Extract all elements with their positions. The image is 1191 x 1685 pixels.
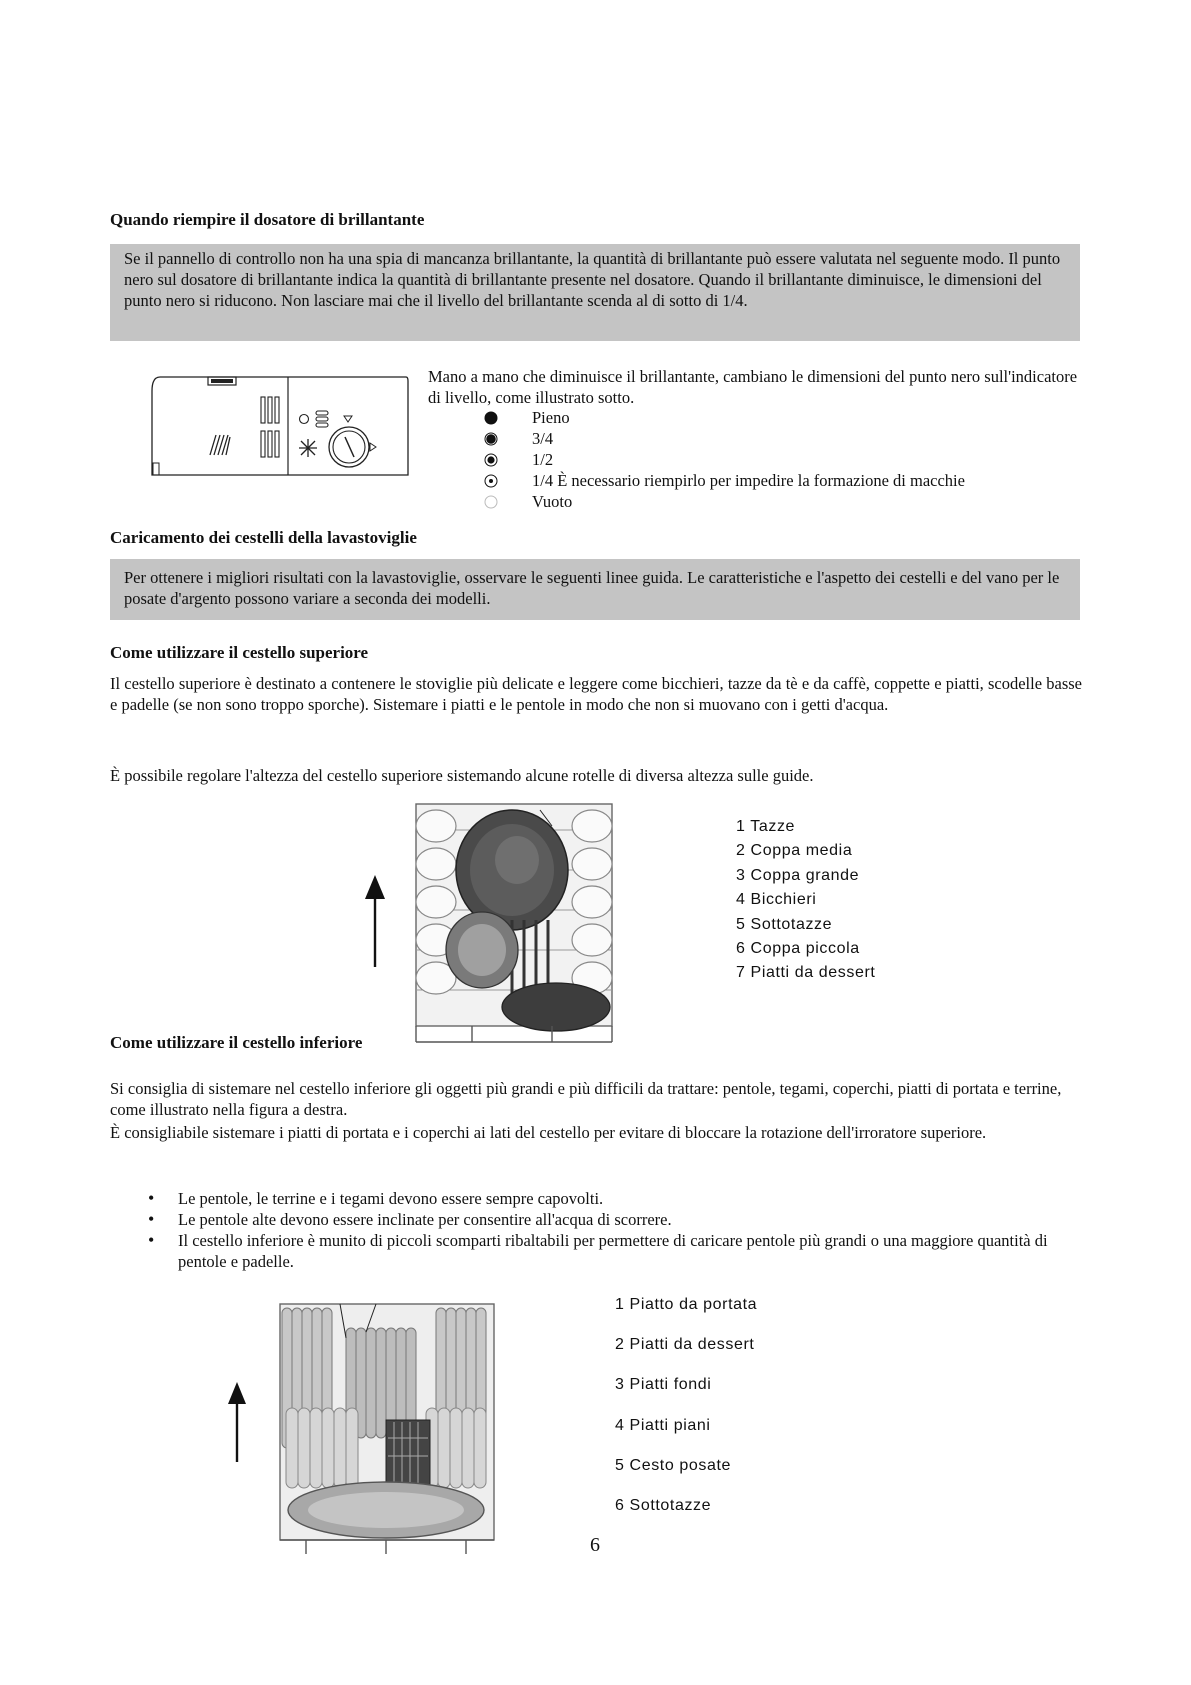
legend-item: 4 Piatti piani bbox=[615, 1416, 711, 1434]
section-heading-loading-baskets: Caricamento dei cestelli della lavastoviglie bbox=[110, 528, 417, 547]
section-heading-upper-basket: Come utilizzare il cestello superiore bbox=[110, 643, 369, 662]
arrow-up-icon bbox=[362, 873, 388, 967]
lower-basket-placement-paragraph: È consigliabile sistemare i piatti di portata e i coperchi ai lati del cestello per evitare di bloccare la rotazione dell'irroratore superiore. bbox=[110, 1123, 987, 1142]
legend-item: 2 Coppa media bbox=[736, 842, 853, 860]
upper-basket-height-paragraph: È possibile regolare l'altezza del cestello superiore sistemando alcune rotelle di diversa altezza sulle guide. bbox=[110, 766, 814, 785]
legend-item: 4 Bicchieri bbox=[736, 891, 817, 909]
lower-basket-illustration bbox=[276, 1298, 498, 1558]
tip-item: • Le pentole alte devono essere inclinate per consentire all'acqua di scorrere. bbox=[140, 1209, 1070, 1230]
rinse-aid-info-text: Se il pannello di controllo non ha una spia di mancanza brillantante, la quantità di brillantante può essere valutata nel seguente modo. Il punto nero sul dosatore di brillantante indica la quantità di brillantante presente nel dosatore. Quando il brillantante diminuisce, le dimensioni del punto nero si riducono. Non lasciare mai che il livello del brillantante scenda al di sotto di 1/4. bbox=[124, 249, 1061, 310]
level-empty-icon bbox=[484, 495, 498, 509]
page-number: 6 bbox=[590, 1534, 600, 1556]
legend-item: 1 Piatto da portata bbox=[615, 1296, 758, 1313]
arrow-up-icon bbox=[224, 1380, 250, 1462]
legend-item: 6 Sottotazze bbox=[615, 1496, 712, 1514]
legend-item: 1 Tazze bbox=[736, 818, 796, 835]
level-list bbox=[476, 407, 965, 512]
level-full-icon bbox=[484, 411, 498, 425]
level-row-quarter: 1/4 È necessario riempirlo per impedire la formazione di macchie bbox=[476, 470, 965, 491]
tip-item: • Le pentole, le terrine e i tegami devono essere sempre capovolti. bbox=[140, 1188, 1070, 1209]
legend-item: 6 Coppa piccola bbox=[736, 939, 860, 957]
lower-basket-legend bbox=[615, 1296, 757, 1537]
level-half-icon bbox=[484, 453, 498, 467]
loading-info-text: Per ottenere i migliori risultati con la lavastoviglie, osservare le seguenti linee guida. Le caratteristiche e l'aspetto dei cestelli e del vano per le posate d'argento possono variare a seconda dei modelli. bbox=[124, 568, 1060, 608]
section-heading-rinse-aid: Quando riempire il dosatore di brillantante bbox=[110, 210, 425, 229]
legend-item: 7 Piatti da dessert bbox=[736, 964, 876, 982]
legend-item: 3 Coppa grande bbox=[736, 866, 860, 884]
rinse-aid-dispenser-illustration bbox=[148, 375, 410, 480]
legend-item: 5 Cesto posate bbox=[615, 1456, 732, 1474]
level-three-quarter-icon bbox=[484, 432, 498, 446]
level-row-full: Pieno bbox=[476, 407, 965, 428]
legend-item: 3 Piatti fondi bbox=[615, 1376, 712, 1394]
legend-item: 2 Piatti da dessert bbox=[615, 1336, 755, 1354]
upper-basket-illustration bbox=[412, 800, 616, 1048]
upper-basket-legend bbox=[736, 818, 875, 989]
level-row-empty: Vuoto bbox=[476, 491, 965, 512]
lower-basket-paragraph: Si consiglia di sistemare nel cestello inferiore gli oggetti più grandi e più difficili da trattare: pentole, tegami, coperchi, piatti di portata e terrine, come illustrato nella figura a destra. bbox=[110, 1079, 1062, 1119]
level-row-half: 1/2 bbox=[476, 449, 965, 470]
lower-basket-tips bbox=[140, 1188, 1070, 1272]
rinse-aid-info-box bbox=[110, 244, 1080, 341]
level-indicator-intro: Mano a mano che diminuisce il brillantante, cambiano le dimensioni del punto nero sull'indicatore di livello, come illustrato sotto. bbox=[428, 367, 1078, 407]
tip-item: • Il cestello inferiore è munito di piccoli scomparti ribaltabili per permettere di caricare pentole più grandi o una maggiore quantità di pentole e padelle. bbox=[140, 1230, 1070, 1272]
section-heading-lower-basket: Come utilizzare il cestello inferiore bbox=[110, 1033, 363, 1052]
level-quarter-icon bbox=[484, 474, 498, 488]
legend-item: 5 Sottotazze bbox=[736, 915, 833, 933]
level-row-three-quarter: 3/4 bbox=[476, 428, 965, 449]
loading-info-box bbox=[110, 559, 1080, 620]
upper-basket-paragraph: Il cestello superiore è destinato a contenere le stoviglie più delicate e leggere come bicchieri, tazze da tè e da caffè, coppette e piatti, scodelle basse e padelle (se non sono troppo sporche). Sistemare i piatti e le pentole in modo che non si muovano con i getti d'acqua. bbox=[110, 674, 1082, 714]
